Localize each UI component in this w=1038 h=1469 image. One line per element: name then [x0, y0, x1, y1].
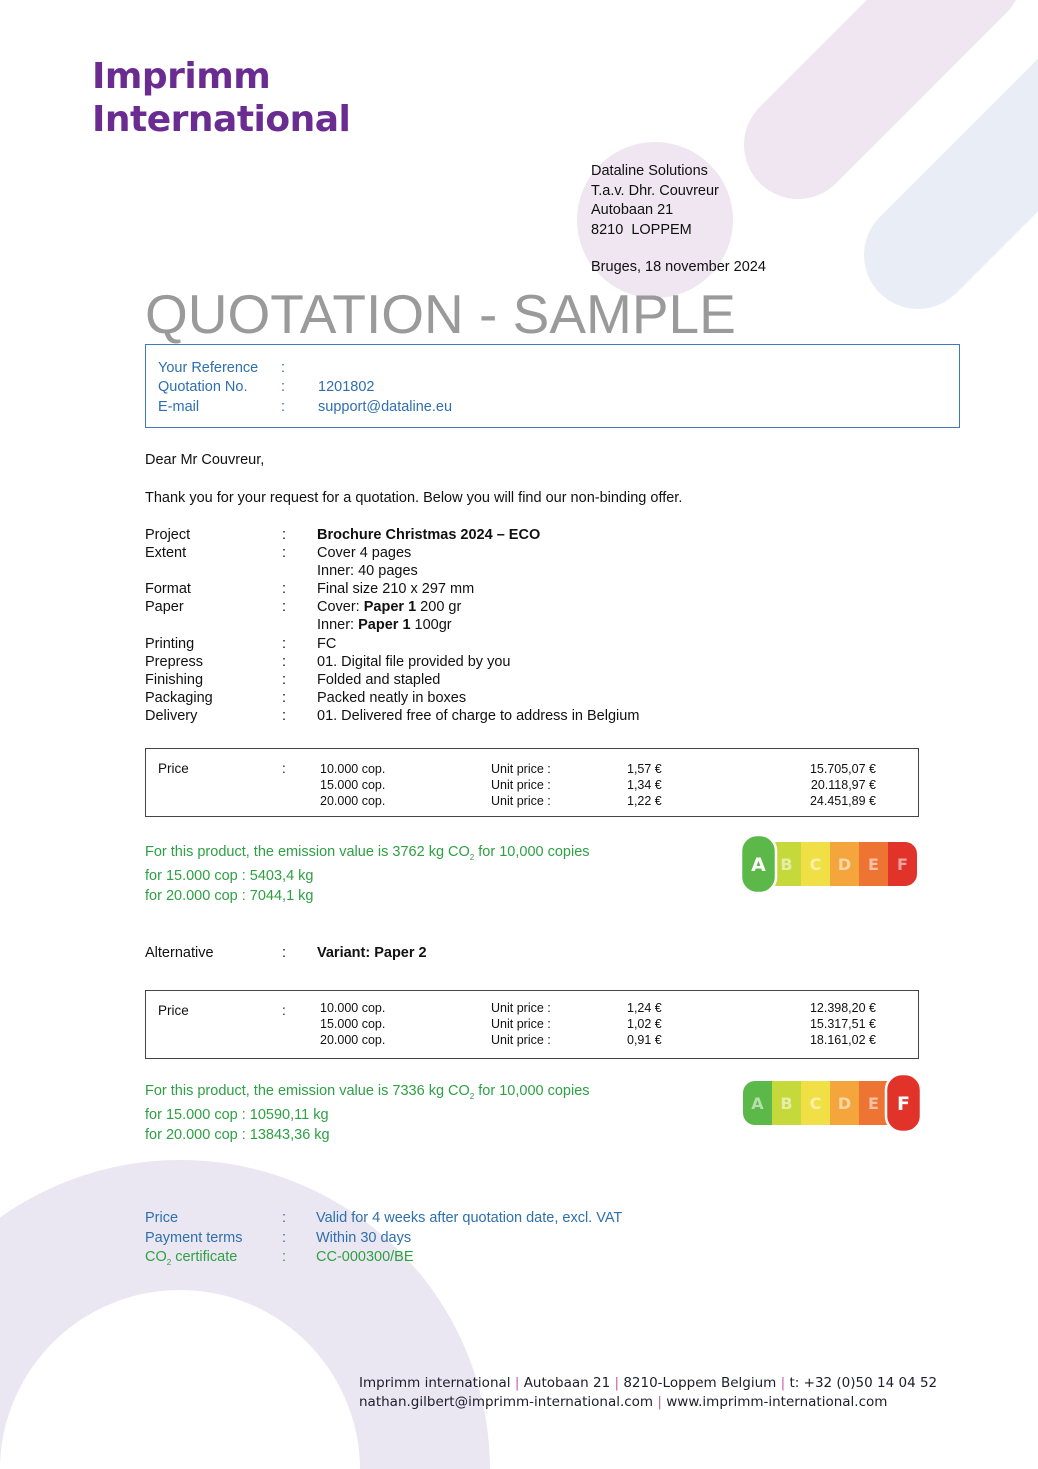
colon: : — [281, 360, 286, 376]
price-row — [146, 1033, 918, 1049]
company-name-line1: Imprimm — [92, 56, 271, 97]
price-copies: 10.000 cop. — [320, 762, 386, 776]
price-copies: 20.000 cop. — [320, 1033, 386, 1047]
extent-value-cover: Cover 4 pages — [317, 545, 412, 562]
colon: : — [282, 945, 287, 961]
unit-price-value: 1,02 € — [627, 1017, 662, 1031]
emission-line-20000: for 20.000 cop : 7044,1 kg — [145, 887, 314, 904]
co2-label-prefix: CO — [145, 1249, 167, 1265]
emission-line-15000: for 15.000 cop : 5403,4 kg — [145, 868, 314, 885]
rating-letter-f: F — [897, 855, 908, 874]
paper-label: Paper — [145, 599, 184, 616]
unit-price-value: 1,22 € — [627, 794, 662, 808]
footer-phone: t: +32 (0)50 14 04 52 — [789, 1375, 938, 1391]
delivery-value: 01. Delivered free of charge to address in Belgium — [317, 707, 640, 724]
document-title: QUOTATION - SAMPLE — [145, 283, 736, 345]
unit-price-value: 1,57 € — [627, 762, 662, 776]
price-total: 18.161,02 € — [809, 1033, 876, 1047]
finishing-label: Finishing — [145, 671, 204, 688]
date-line: Bruges, 18 november 2024 — [591, 259, 766, 275]
colon: : — [282, 671, 287, 688]
alternative-row — [145, 945, 645, 965]
project-value: Brochure Christmas 2024 – ECO — [317, 527, 541, 543]
colon: : — [282, 581, 287, 598]
colon: : — [282, 653, 287, 670]
finishing-value: Folded and stapled — [317, 671, 441, 688]
price-total: 15.317,51 € — [809, 1017, 876, 1031]
recipient-attention: T.a.v. Dhr. Couvreur — [591, 182, 719, 199]
price-copies: 10.000 cop. — [320, 1001, 386, 1015]
colon: : — [281, 379, 286, 395]
project-label: Project — [145, 527, 191, 543]
unit-price-value: 1,34 € — [627, 778, 662, 792]
emission-line-15000: for 15.000 cop : 10590,11 kg — [145, 1107, 329, 1124]
colon: : — [282, 761, 286, 776]
emission-text-suffix: for 10,000 copies — [474, 1083, 590, 1099]
emission-text: For this product, the emission value is 7336 kg CO — [145, 1083, 470, 1099]
format-label: Format — [145, 581, 191, 598]
emission-line — [145, 843, 590, 867]
price-row — [146, 778, 918, 794]
printing-value: FC — [317, 635, 337, 652]
price-row — [146, 1001, 918, 1017]
alternative-value: Variant: Paper 2 — [317, 945, 427, 961]
specifications — [145, 526, 845, 725]
prepress-label: Prepress — [145, 653, 204, 670]
colon: : — [282, 527, 287, 543]
your-reference-label: Your Reference — [158, 360, 259, 376]
recipient-city: 8210 LOPPEM — [591, 221, 692, 238]
emission-line-20000: for 20.000 cop : 13843,36 kg — [145, 1126, 330, 1143]
paper-cover-prefix: Cover: — [317, 599, 364, 616]
rating-letter-d: D — [837, 1094, 852, 1113]
recipient-company: Dataline Solutions — [591, 163, 708, 179]
price-total: 20.118,97 € — [810, 778, 876, 792]
delivery-label: Delivery — [145, 707, 198, 724]
extent-label: Extent — [145, 545, 187, 562]
co2-certificate-value: CC-000300/BE — [316, 1249, 414, 1265]
eco-rating-badge-alternative — [740, 1072, 920, 1134]
packaging-value: Packed neatly in boxes — [317, 689, 467, 706]
terms-price-label: Price — [145, 1210, 179, 1226]
footer-line-2 — [359, 1393, 937, 1412]
emission-info-alternative — [145, 1082, 590, 1145]
recipient-address — [591, 162, 719, 240]
spec-row-paper — [145, 598, 845, 616]
quotation-no-label: Quotation No. — [158, 379, 248, 395]
printing-label: Printing — [145, 635, 195, 652]
colon: : — [282, 1210, 287, 1226]
price-copies: 20.000 cop. — [320, 794, 386, 808]
paper-inner-name: Paper 1 — [358, 617, 411, 634]
footer — [359, 1374, 937, 1412]
paper-inner-prefix: Inner: — [317, 617, 359, 634]
colon: : — [282, 707, 287, 724]
footer-separator: | — [614, 1375, 620, 1391]
rating-letter-e: E — [868, 855, 879, 874]
footer-email[interactable]: nathan.gilbert@imprimm-international.com — [359, 1394, 654, 1410]
co2-label-suffix: certificate — [171, 1249, 238, 1265]
email-value[interactable]: support@dataline.eu — [318, 399, 453, 415]
rating-active-letter: F — [897, 1093, 910, 1115]
emission-text: For this product, the emission value is 3762 kg CO — [145, 844, 470, 860]
spec-row-printing — [145, 635, 845, 653]
colon: : — [282, 599, 287, 616]
colon: : — [282, 1003, 286, 1018]
price-row — [146, 762, 918, 778]
rating-letter-d: D — [837, 855, 852, 874]
rating-letter-a: A — [751, 1094, 764, 1113]
price-table-alternative — [145, 990, 919, 1059]
reference-box — [145, 344, 960, 428]
prepress-value: 01. Digital file provided by you — [317, 653, 511, 670]
terms-block — [145, 1209, 745, 1268]
unit-price-value: 1,24 € — [627, 1001, 662, 1015]
terms-row-co2 — [145, 1248, 745, 1268]
spec-row-extent — [145, 544, 845, 562]
emission-text-suffix: for 10,000 copies — [474, 844, 590, 860]
co2-certificate-label — [145, 1248, 237, 1272]
colon: : — [282, 545, 287, 562]
price-row — [146, 794, 918, 810]
price-copies: 15.000 cop. — [320, 1017, 386, 1031]
rating-letter-e: E — [868, 1094, 879, 1113]
unit-price-value: 0,91 € — [627, 1033, 662, 1047]
price-copies: 15.000 cop. — [320, 778, 386, 792]
colon: : — [282, 1249, 287, 1265]
price-row — [146, 1017, 918, 1033]
emission-subscript: 2 — [469, 852, 475, 862]
price-label: Price — [158, 1003, 189, 1018]
terms-row-payment — [145, 1229, 745, 1249]
spec-row-project — [145, 526, 845, 544]
spec-row-prepress — [145, 653, 845, 671]
unit-price-label: Unit price : — [491, 1017, 551, 1031]
unit-price-label: Unit price : — [491, 794, 551, 808]
spec-row-extent-inner — [145, 562, 845, 580]
spec-row-paper-inner — [145, 616, 845, 634]
format-value: Final size 210 x 297 mm — [317, 581, 475, 598]
terms-row-price — [145, 1209, 745, 1229]
alternative-label: Alternative — [145, 945, 214, 961]
paper-inner-value — [317, 616, 452, 634]
colon: : — [282, 635, 287, 652]
unit-price-label: Unit price : — [491, 1001, 551, 1015]
price-label: Price — [158, 761, 189, 776]
emission-info-main — [145, 843, 590, 906]
greeting: Dear Mr Couvreur, — [145, 452, 265, 468]
company-logo — [92, 55, 350, 141]
paper-cover-suffix: 200 gr — [416, 599, 462, 616]
email-label: E-mail — [158, 399, 200, 415]
extent-value-inner: Inner: 40 pages — [317, 563, 418, 580]
price-total: 12.398,20 € — [809, 1001, 876, 1015]
price-total: 15.705,07 € — [809, 762, 876, 776]
price-total: 24.451,89 € — [809, 794, 876, 808]
unit-price-label: Unit price : — [491, 778, 551, 792]
footer-separator: | — [780, 1375, 786, 1391]
paper-cover-name: Paper 1 — [363, 599, 417, 616]
rating-letter-c: C — [809, 1094, 822, 1113]
colon: : — [282, 689, 287, 706]
payment-terms-value: Within 30 days — [316, 1229, 412, 1246]
unit-price-label: Unit price : — [491, 1033, 551, 1047]
rating-letter-b: B — [780, 1094, 793, 1113]
footer-address: Autobaan 21 — [523, 1375, 611, 1391]
terms-price-value: Valid for 4 weeks after quotation date, excl. VAT — [316, 1210, 623, 1226]
rating-active-letter: A — [751, 854, 766, 876]
rating-letter-c: C — [809, 855, 822, 874]
footer-separator: | — [514, 1375, 520, 1391]
footer-separator: | — [657, 1394, 662, 1410]
colon: : — [282, 1229, 287, 1246]
unit-price-label: Unit price : — [491, 762, 551, 776]
intro-text: Thank you for your request for a quotation. Below you will find our non-binding offer. — [145, 490, 683, 506]
footer-line-1 — [359, 1374, 937, 1393]
footer-city: 8210-Loppem Belgium — [623, 1375, 777, 1391]
paper-inner-suffix: 100gr — [410, 617, 452, 634]
spec-row-finishing — [145, 671, 845, 689]
price-table-main — [145, 748, 919, 817]
spec-row-format — [145, 580, 845, 598]
spec-row-delivery — [145, 707, 845, 725]
emission-subscript: 2 — [469, 1091, 475, 1101]
quotation-no-value: 1201802 — [318, 379, 375, 395]
co2-label-subscript: 2 — [166, 1257, 172, 1267]
packaging-label: Packaging — [145, 689, 213, 706]
colon: : — [281, 399, 286, 415]
emission-line — [145, 1082, 590, 1106]
footer-company: Imprimm international — [359, 1375, 511, 1391]
paper-cover-value — [317, 598, 461, 616]
recipient-street: Autobaan 21 — [591, 202, 674, 218]
rating-letter-b: B — [780, 855, 793, 874]
eco-rating-badge-main — [740, 833, 920, 895]
payment-terms-label: Payment terms — [145, 1229, 243, 1246]
spec-row-packaging — [145, 689, 845, 707]
company-name-line2: International — [92, 99, 351, 140]
footer-website[interactable]: www.imprimm-international.com — [666, 1394, 888, 1410]
